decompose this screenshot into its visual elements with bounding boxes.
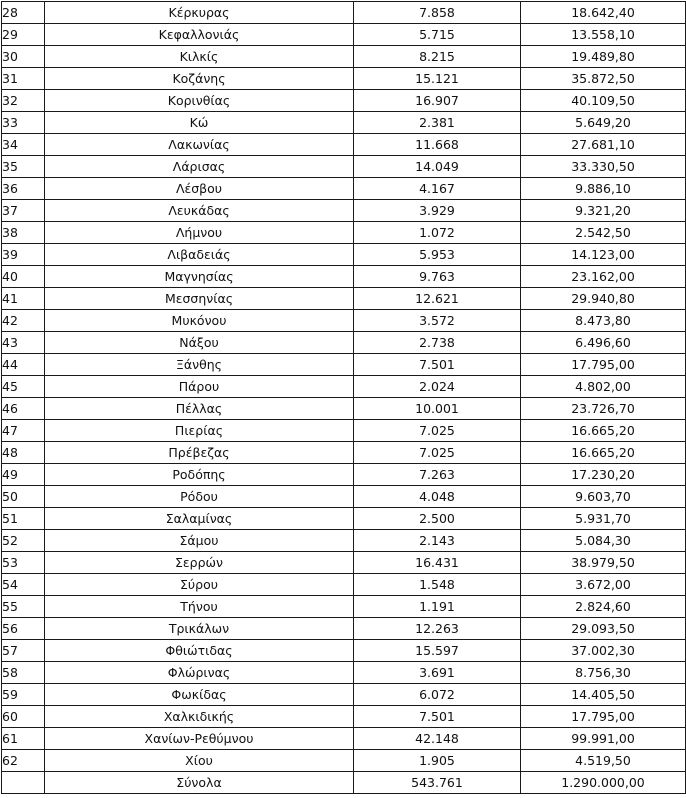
table-row xyxy=(2,662,686,684)
table-row xyxy=(2,310,686,332)
prefecture-name: Λέσβου xyxy=(45,178,354,200)
prefecture-name: Νάξου xyxy=(45,332,354,354)
value-2: 29.940,80 xyxy=(521,288,686,310)
value-2: 8.473,80 xyxy=(521,310,686,332)
value-2: 6.496,60 xyxy=(521,332,686,354)
prefecture-name: Χαλκιδικής xyxy=(45,706,354,728)
row-number: 28 xyxy=(2,2,45,24)
row-number: 61 xyxy=(2,728,45,750)
table-row xyxy=(2,376,686,398)
value-2: 4.519,50 xyxy=(521,750,686,772)
table-row xyxy=(2,552,686,574)
value-2: 2.542,50 xyxy=(521,222,686,244)
row-number: 29 xyxy=(2,24,45,46)
row-number: 52 xyxy=(2,530,45,552)
row-number: 57 xyxy=(2,640,45,662)
table-row xyxy=(2,24,686,46)
value-2: 17.795,00 xyxy=(521,706,686,728)
value-1: 15.597 xyxy=(354,640,521,662)
value-1: 7.501 xyxy=(354,706,521,728)
value-1: 6.072 xyxy=(354,684,521,706)
value-1: 2.381 xyxy=(354,112,521,134)
value-2: 23.726,70 xyxy=(521,398,686,420)
table-row xyxy=(2,750,686,772)
value-2: 33.330,50 xyxy=(521,156,686,178)
table-row xyxy=(2,728,686,750)
table-row xyxy=(2,112,686,134)
value-2: 17.230,20 xyxy=(521,464,686,486)
table-row xyxy=(2,266,686,288)
row-number: 54 xyxy=(2,574,45,596)
prefecture-name: Κορινθίας xyxy=(45,90,354,112)
row-number: 45 xyxy=(2,376,45,398)
value-2: 23.162,00 xyxy=(521,266,686,288)
prefecture-name: Τήνου xyxy=(45,596,354,618)
value-2: 9.886,10 xyxy=(521,178,686,200)
row-number: 51 xyxy=(2,508,45,530)
prefecture-name: Κέρκυρας xyxy=(45,2,354,24)
value-2: 3.672,00 xyxy=(521,574,686,596)
value-2: 16.665,20 xyxy=(521,442,686,464)
prefecture-name: Σερρών xyxy=(45,552,354,574)
prefecture-name: Κεφαλλονιάς xyxy=(45,24,354,46)
value-2: 17.795,00 xyxy=(521,354,686,376)
table-row xyxy=(2,574,686,596)
value-1: 10.001 xyxy=(354,398,521,420)
table-row xyxy=(2,90,686,112)
value-1: 12.621 xyxy=(354,288,521,310)
table-row xyxy=(2,706,686,728)
prefecture-name: Χανίων-Ρεθύμνου xyxy=(45,728,354,750)
prefecture-name: Λακωνίας xyxy=(45,134,354,156)
table-row xyxy=(2,288,686,310)
value-1: 2.024 xyxy=(354,376,521,398)
totals-value-1: 543.761 xyxy=(354,772,521,794)
prefecture-name: Σάμου xyxy=(45,530,354,552)
table-row xyxy=(2,596,686,618)
row-number: 56 xyxy=(2,618,45,640)
table-row xyxy=(2,222,686,244)
row-number: 37 xyxy=(2,200,45,222)
value-1: 15.121 xyxy=(354,68,521,90)
prefecture-name: Μυκόνου xyxy=(45,310,354,332)
row-number: 55 xyxy=(2,596,45,618)
table-row xyxy=(2,464,686,486)
prefecture-name: Κιλκίς xyxy=(45,46,354,68)
row-number: 43 xyxy=(2,332,45,354)
table-row xyxy=(2,156,686,178)
prefecture-name: Πάρου xyxy=(45,376,354,398)
allocation-table xyxy=(1,1,686,794)
row-number: 59 xyxy=(2,684,45,706)
value-1: 1.905 xyxy=(354,750,521,772)
prefecture-name: Ροδόπης xyxy=(45,464,354,486)
value-2: 4.802,00 xyxy=(521,376,686,398)
table-row xyxy=(2,46,686,68)
row-number: 58 xyxy=(2,662,45,684)
row-number: 33 xyxy=(2,112,45,134)
table-row xyxy=(2,2,686,24)
row-number: 31 xyxy=(2,68,45,90)
row-number: 50 xyxy=(2,486,45,508)
value-2: 40.109,50 xyxy=(521,90,686,112)
value-2: 29.093,50 xyxy=(521,618,686,640)
value-1: 1.548 xyxy=(354,574,521,596)
value-1: 16.907 xyxy=(354,90,521,112)
prefecture-name: Πρέβεζας xyxy=(45,442,354,464)
table-body xyxy=(2,2,686,772)
value-2: 35.872,50 xyxy=(521,68,686,90)
value-2: 16.665,20 xyxy=(521,420,686,442)
prefecture-name: Τρικάλων xyxy=(45,618,354,640)
table-row xyxy=(2,244,686,266)
row-number: 35 xyxy=(2,156,45,178)
table-row xyxy=(2,200,686,222)
value-2: 99.991,00 xyxy=(521,728,686,750)
value-2: 2.824,60 xyxy=(521,596,686,618)
row-number: 34 xyxy=(2,134,45,156)
value-1: 5.715 xyxy=(354,24,521,46)
prefecture-name: Πέλλας xyxy=(45,398,354,420)
value-1: 3.691 xyxy=(354,662,521,684)
prefecture-name: Φωκίδας xyxy=(45,684,354,706)
value-1: 4.167 xyxy=(354,178,521,200)
row-number: 44 xyxy=(2,354,45,376)
value-2: 19.489,80 xyxy=(521,46,686,68)
value-1: 4.048 xyxy=(354,486,521,508)
value-2: 13.558,10 xyxy=(521,24,686,46)
value-1: 7.025 xyxy=(354,442,521,464)
totals-value-2: 1.290.000,00 xyxy=(521,772,686,794)
prefecture-name: Πιερίας xyxy=(45,420,354,442)
value-1: 3.929 xyxy=(354,200,521,222)
value-1: 14.049 xyxy=(354,156,521,178)
value-2: 5.931,70 xyxy=(521,508,686,530)
value-1: 5.953 xyxy=(354,244,521,266)
value-1: 2.738 xyxy=(354,332,521,354)
value-1: 2.143 xyxy=(354,530,521,552)
table-row xyxy=(2,354,686,376)
value-1: 16.431 xyxy=(354,552,521,574)
row-number: 32 xyxy=(2,90,45,112)
value-1: 7.025 xyxy=(354,420,521,442)
value-2: 14.405,50 xyxy=(521,684,686,706)
totals-row xyxy=(2,772,686,794)
prefecture-name: Κοζάνης xyxy=(45,68,354,90)
row-number: 46 xyxy=(2,398,45,420)
value-2: 37.002,30 xyxy=(521,640,686,662)
value-1: 8.215 xyxy=(354,46,521,68)
value-2: 5.084,30 xyxy=(521,530,686,552)
row-number: 62 xyxy=(2,750,45,772)
table-row xyxy=(2,420,686,442)
table-row xyxy=(2,684,686,706)
prefecture-name: Λήμνου xyxy=(45,222,354,244)
prefecture-name: Λιβαδειάς xyxy=(45,244,354,266)
prefecture-name: Σαλαμίνας xyxy=(45,508,354,530)
value-1: 1.191 xyxy=(354,596,521,618)
row-number: 39 xyxy=(2,244,45,266)
row-number: 49 xyxy=(2,464,45,486)
value-2: 14.123,00 xyxy=(521,244,686,266)
table-row xyxy=(2,68,686,90)
prefecture-name: Κώ xyxy=(45,112,354,134)
value-2: 38.979,50 xyxy=(521,552,686,574)
row-number: 41 xyxy=(2,288,45,310)
totals-number-cell xyxy=(2,772,45,794)
row-number: 47 xyxy=(2,420,45,442)
value-1: 42.148 xyxy=(354,728,521,750)
prefecture-name: Χίου xyxy=(45,750,354,772)
table-row xyxy=(2,178,686,200)
row-number: 40 xyxy=(2,266,45,288)
row-number: 60 xyxy=(2,706,45,728)
value-1: 7.263 xyxy=(354,464,521,486)
table-row xyxy=(2,442,686,464)
row-number: 42 xyxy=(2,310,45,332)
value-2: 9.321,20 xyxy=(521,200,686,222)
table-row xyxy=(2,530,686,552)
prefecture-name: Ρόδου xyxy=(45,486,354,508)
value-2: 8.756,30 xyxy=(521,662,686,684)
totals-label: Σύνολα xyxy=(45,772,354,794)
value-1: 7.501 xyxy=(354,354,521,376)
row-number: 38 xyxy=(2,222,45,244)
value-1: 9.763 xyxy=(354,266,521,288)
prefecture-name: Μαγνησίας xyxy=(45,266,354,288)
prefecture-name: Σύρου xyxy=(45,574,354,596)
value-2: 18.642,40 xyxy=(521,2,686,24)
value-2: 9.603,70 xyxy=(521,486,686,508)
table-row xyxy=(2,640,686,662)
row-number: 30 xyxy=(2,46,45,68)
value-2: 5.649,20 xyxy=(521,112,686,134)
value-1: 7.858 xyxy=(354,2,521,24)
table-row xyxy=(2,332,686,354)
table-row xyxy=(2,508,686,530)
value-1: 12.263 xyxy=(354,618,521,640)
value-1: 3.572 xyxy=(354,310,521,332)
table-row xyxy=(2,134,686,156)
row-number: 36 xyxy=(2,178,45,200)
table-row xyxy=(2,618,686,640)
row-number: 48 xyxy=(2,442,45,464)
prefecture-name: Φθιώτιδας xyxy=(45,640,354,662)
table-row xyxy=(2,486,686,508)
value-1: 11.668 xyxy=(354,134,521,156)
prefecture-name: Φλώρινας xyxy=(45,662,354,684)
table-row xyxy=(2,398,686,420)
value-2: 27.681,10 xyxy=(521,134,686,156)
row-number: 53 xyxy=(2,552,45,574)
value-1: 1.072 xyxy=(354,222,521,244)
prefecture-name: Ξάνθης xyxy=(45,354,354,376)
prefecture-name: Λάρισας xyxy=(45,156,354,178)
value-1: 2.500 xyxy=(354,508,521,530)
prefecture-name: Λευκάδας xyxy=(45,200,354,222)
prefecture-name: Μεσσηνίας xyxy=(45,288,354,310)
